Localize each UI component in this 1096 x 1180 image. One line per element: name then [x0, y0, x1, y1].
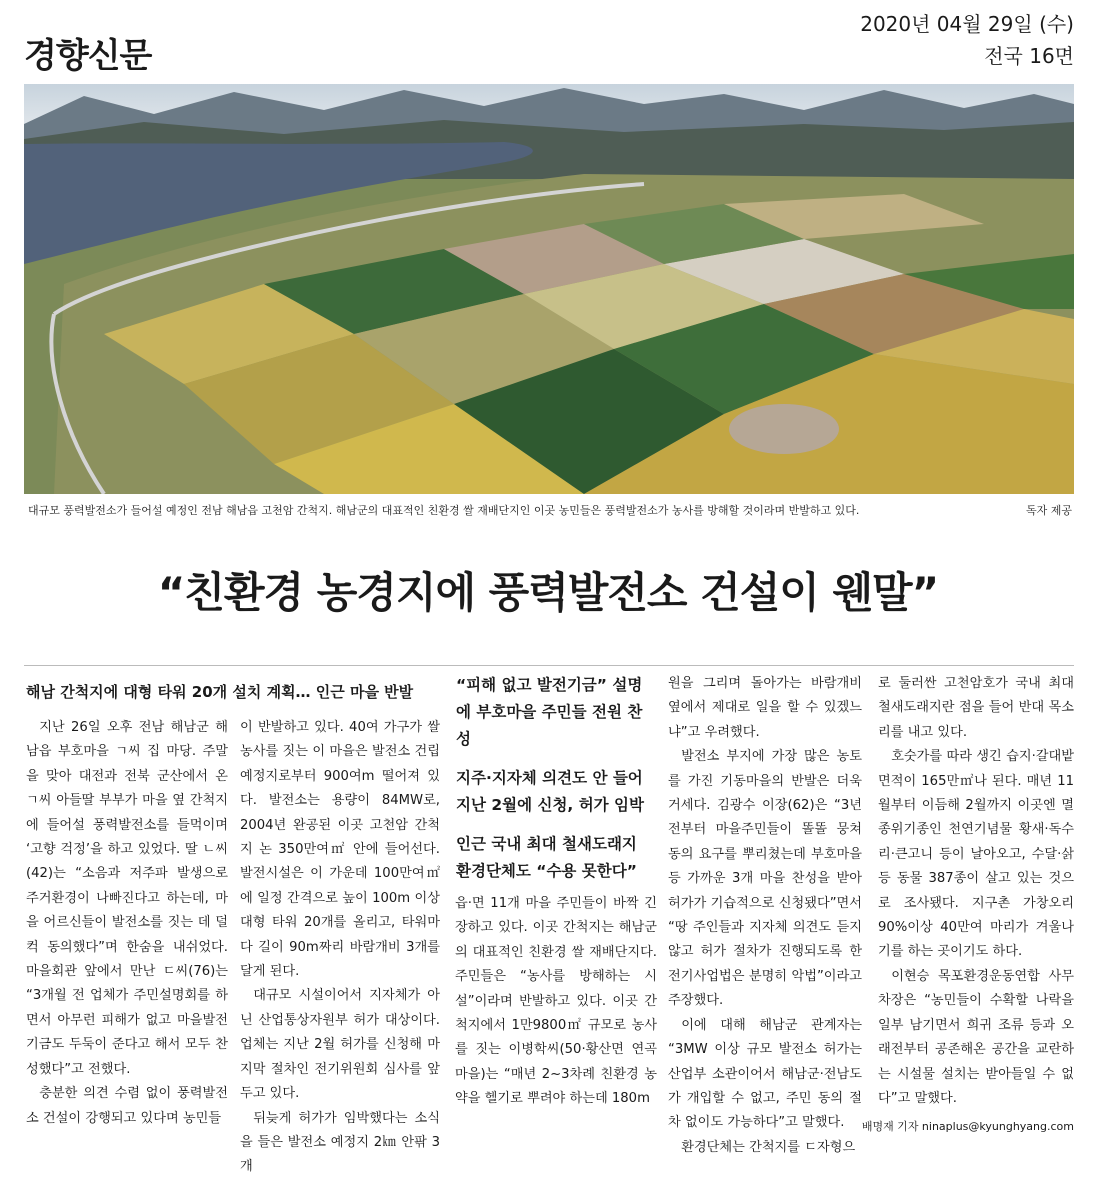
article-column-4 [668, 672, 862, 1160]
pullquote-box [456, 672, 656, 897]
article-column-2 [240, 716, 440, 1180]
byline: 배명재 기자 ninaplus@kyunghyang.com [861, 1120, 1074, 1133]
paragraph: 발전소 부지에 가장 많은 농토를 가진 기동마을의 반발은 더욱 거세다. 김광수 이장(62)은 “3년 전부터 마을주민들이 똘똘 뭉쳐 동의 요구를 뿌리쳤는데 부호마을 등 가까운 3개 마을 찬성을 받아 허가가 기습적으로 신청됐다”면서 “땅 주인들과 지자체 의견도 듣지 않고 허가 절차가 진행되도록 한 전기사업법은 분명히 악법”이라고 주장했다. [668, 749, 862, 1009]
masthead-logo: 경향신문 [24, 36, 152, 76]
article-photo [24, 84, 1074, 494]
article-column-3 [455, 892, 657, 1112]
issue-date: 2020년 04월 29일 (수) [860, 12, 1074, 36]
paragraph: 읍·면 11개 마을 주민들이 바짝 긴장하고 있다. 이곳 간척지는 해남군의 대표적인 친환경 쌀 재배단지다. 주민들은 “농사를 방해하는 시설”이라며 반발하고 있다. 이곳 간척지에서 1만9800㎡ 규모로 농사를 짓는 이병학씨(50·황산면 연곡마을)는 “매년 2~3차례 친환경 농약을 헬기로 뿌려야 하는데 180m [455, 896, 657, 1107]
paragraph: 로 둘러싼 고천암호가 국내 최대 철새도래지란 점을 들어 반대 목소리를 내고 있다. [878, 676, 1074, 740]
paragraph: 지난 26일 오후 전남 해남군 해남읍 부호마을 ㄱ씨 집 마당. 주말을 맞아 대전과 전북 군산에서 온 ㄱ씨 아들딸 부부가 마을 옆 간척지에 들어설 풍력발전소를 들먹이며 ‘고향 걱정’을 하고 있었다. 딸 ㄴ씨(42)는 “소음과 저주파 발생으로 주거환경이 나빠진다고 하는데, 마을 어르신들이 발전소를 짓는 데 덜컥 동의했다”며 한숨을 내쉬었다. 마을회관 앞에서 만난 ㄷ씨(76)는 “3개월 전 업체가 주민설명회를 하면서 아무런 피해가 없고 마을발전기금도 두둑이 준다고 해서 모두 찬성했다”고 전했다. [26, 720, 228, 1077]
paragraph: 이에 대해 해남군 관계자는 “3MW 이상 규모 발전소 허가는 산업부 소관이어서 해남군·전남도가 개입할 수 없고, 주민 동의 절차 없이도 가능하다”고 말했다. [668, 1017, 862, 1131]
page-number: 전국 16면 [984, 44, 1074, 68]
subheadline: 해남 간척지에 대형 타워 20개 설치 계획… 인근 마을 반발 [26, 683, 414, 701]
headline-divider [24, 665, 1074, 666]
article-column-1 [26, 716, 228, 1131]
paragraph: 충분한 의견 수렴 없이 풍력발전소 건설이 강행되고 있다며 농민들 [26, 1086, 228, 1126]
photo-credit: 독자 제공 [1025, 504, 1072, 517]
paragraph: 호숫가를 따라 생긴 습지·갈대밭 면적이 165만㎡나 된다. 매년 11월부터 이듬해 2월까지 이곳엔 멸종위기종인 천연기념물 황새·독수리·큰고니 등이 날아오고, 수달·삵 등 동물 387종이 살고 있는 것으로 조사됐다. 지구촌 가창오리 90%이상 40만여 마리가 겨울나기를 하는 곳이기도 하다. [878, 749, 1074, 960]
paragraph: 원을 그리며 돌아가는 바람개비 옆에서 제대로 일을 할 수 있겠느냐”고 우려했다. [668, 676, 862, 740]
paragraph: 이현승 목포환경운동연합 사무차장은 “농민들이 수확할 나락을 일부 남기면서 희귀 조류 등과 오래전부터 공존해온 공간을 교란하는 시설물 설치는 받아들일 수 없다”고 말했다. [878, 968, 1074, 1106]
article-column-5 [878, 672, 1074, 1111]
pullquote-1: “피해 없고 발전기금” 설명에 부호마을 주민들 전원 찬성 [456, 676, 643, 748]
photo-caption: 대규모 풍력발전소가 들어설 예정인 전남 해남읍 고천암 간척지. 해남군의 대표적인 친환경 쌀 재배단지인 이곳 농민들은 풍력발전소가 농사를 방해할 것이라며 반발하고 있다. [28, 504, 860, 517]
paragraph: 환경단체는 간척지를 ㄷ자형으 [681, 1139, 856, 1155]
headline: “친환경 농경지에 풍력발전소 건설이 웬말” [157, 568, 939, 617]
pullquote-3: 인근 국내 최대 철새도래지 환경단체도 “수용 못한다” [456, 835, 637, 880]
farmland-aerial-image [24, 84, 1074, 494]
paragraph: 이 반발하고 있다. 40여 가구가 쌀농사를 짓는 이 마을은 발전소 건립 예정지로부터 900여m 떨어져 있다. 발전소는 용량이 84MW로, 2004년 완공된 이곳 고천암 간척지 논 350만여㎡ 안에 들어선다. 발전시설은 이 가운데 100만여㎡에 일정 간격으로 높이 100m 이상 대형 타워 20개를 올리고, 타워마다 길이 90m짜리 바람개비 3개를 달게 된다. [240, 720, 440, 980]
paragraph: 대규모 시설이어서 지자체가 아닌 산업통상자원부 허가 대상이다. 업체는 지난 2월 허가를 신청해 마지막 절차인 전기위원회 심사를 앞두고 있다. [240, 988, 440, 1102]
pullquote-2: 지주·지자체 의견도 안 들어 지난 2월에 신청, 허가 임박 [456, 769, 644, 814]
paragraph: 뒤늦게 허가가 임박했다는 소식을 들은 발전소 예정지 2㎞ 안팎 3개 [240, 1110, 440, 1175]
